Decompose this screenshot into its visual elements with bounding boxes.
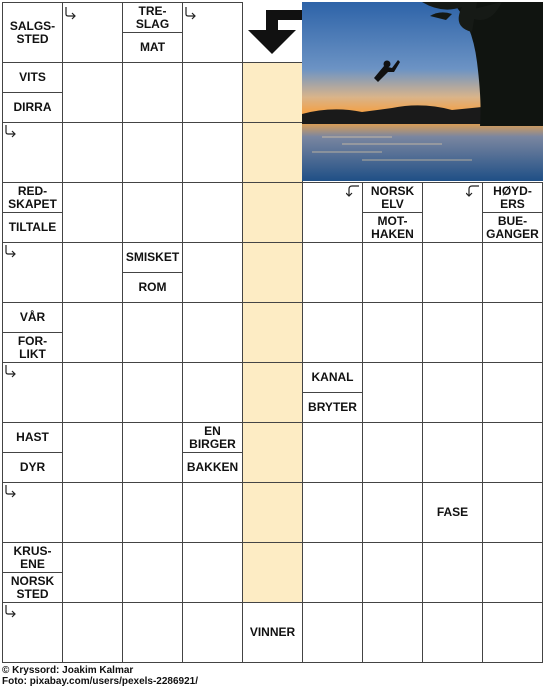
answer-cell[interactable] [122, 542, 183, 603]
solution-cell[interactable] [242, 542, 303, 603]
answer-cell[interactable] [302, 482, 363, 543]
answer-cell[interactable] [422, 422, 483, 483]
clue-cell: KRUS- ENE [2, 542, 63, 573]
answer-cell[interactable] [302, 422, 363, 483]
answer-cell[interactable] [422, 602, 483, 663]
answer-cell[interactable] [62, 482, 123, 543]
answer-cell[interactable] [362, 602, 423, 663]
answer-cell[interactable] [182, 302, 243, 363]
clue-cell: BRYTER [302, 392, 363, 423]
lake-photo [302, 2, 543, 181]
answer-cell[interactable] [62, 242, 123, 303]
answer-cell[interactable] [362, 362, 423, 423]
clue-cell: DYR [2, 452, 63, 483]
answer-cell[interactable] [302, 542, 363, 603]
solution-cell[interactable] [242, 302, 303, 363]
answer-cell[interactable] [62, 62, 123, 123]
answer-cell[interactable] [122, 302, 183, 363]
answer-cell[interactable] [362, 302, 423, 363]
clue-cell: FASE [422, 482, 483, 543]
solution-cell[interactable] [242, 362, 303, 423]
answer-cell[interactable] [482, 422, 543, 483]
answer-cell[interactable] [182, 62, 243, 123]
answer-cell[interactable] [62, 182, 123, 243]
answer-cell[interactable] [122, 482, 183, 543]
clue-cell: DIRRA [2, 92, 63, 123]
answer-cell[interactable] [182, 362, 243, 423]
arrow-down-right-icon [64, 6, 78, 20]
answer-cell[interactable] [182, 122, 243, 183]
arrow-down-right-icon [4, 124, 18, 138]
answer-cell[interactable] [182, 542, 243, 603]
arrow-down-right-icon [4, 484, 18, 498]
answer-cell[interactable] [362, 542, 423, 603]
solution-cell[interactable] [242, 182, 303, 243]
clue-cell: MAT [122, 32, 183, 63]
answer-cell[interactable] [62, 422, 123, 483]
lake-sunset-image [302, 2, 543, 181]
arrow-down-right-icon [184, 6, 198, 20]
clue-cell: NORSK STED [2, 572, 63, 603]
arrow-down-right-icon [4, 604, 18, 618]
answer-cell[interactable] [122, 422, 183, 483]
answer-cell[interactable] [302, 302, 363, 363]
clue-cell: SALGS- STED [2, 2, 63, 63]
clue-cell: SMISKET [122, 242, 183, 273]
answer-cell[interactable] [122, 362, 183, 423]
clue-cell: MOT- HAKEN [362, 212, 423, 243]
arrow-down-icon [248, 8, 302, 56]
answer-cell[interactable] [122, 122, 183, 183]
clue-cell: RED- SKAPET [2, 182, 63, 213]
photo-credit: Foto: pixabay.com/users/pexels-2286921/ [2, 676, 199, 687]
answer-cell[interactable] [482, 242, 543, 303]
answer-cell[interactable] [422, 542, 483, 603]
answer-cell[interactable] [482, 602, 543, 663]
crossword-credit: © Kryssord: Joakim Kalmar [2, 665, 134, 676]
clue-cell: NORSK ELV [362, 182, 423, 213]
arrow-left-down-icon [346, 184, 360, 198]
clue-cell: VINNER [242, 602, 303, 663]
arrow-down-right-icon [4, 364, 18, 378]
clue-cell: FOR- LIKT [2, 332, 63, 363]
answer-cell[interactable] [302, 602, 363, 663]
clue-cell: BUE- GANGER [482, 212, 543, 243]
answer-cell[interactable] [62, 302, 123, 363]
answer-cell[interactable] [482, 362, 543, 423]
answer-cell[interactable] [482, 482, 543, 543]
clue-cell: EN BIRGER [182, 422, 243, 453]
arrow-left-down-icon [466, 184, 480, 198]
solution-cell[interactable] [242, 482, 303, 543]
arrow-down-right-icon [4, 244, 18, 258]
solution-cell[interactable] [242, 242, 303, 303]
answer-cell[interactable] [182, 482, 243, 543]
answer-cell[interactable] [482, 542, 543, 603]
answer-cell[interactable] [122, 602, 183, 663]
answer-cell[interactable] [362, 242, 423, 303]
answer-cell[interactable] [122, 182, 183, 243]
answer-cell[interactable] [182, 182, 243, 243]
clue-cell: HØYD- ERS [482, 182, 543, 213]
footer-credits [2, 665, 198, 687]
answer-cell[interactable] [62, 362, 123, 423]
answer-cell[interactable] [182, 602, 243, 663]
answer-cell[interactable] [422, 242, 483, 303]
solution-cell[interactable] [242, 62, 303, 123]
answer-cell[interactable] [482, 302, 543, 363]
answer-cell[interactable] [422, 302, 483, 363]
clue-cell: HAST [2, 422, 63, 453]
solution-cell[interactable] [242, 422, 303, 483]
clue-cell: TILTALE [2, 212, 63, 243]
answer-cell[interactable] [362, 482, 423, 543]
answer-cell[interactable] [422, 362, 483, 423]
clue-cell: KANAL [302, 362, 363, 393]
clue-cell: VITS [2, 62, 63, 93]
answer-cell[interactable] [62, 122, 123, 183]
clue-cell: ROM [122, 272, 183, 303]
answer-cell[interactable] [182, 242, 243, 303]
clue-cell: VÅR [2, 302, 63, 333]
clue-cell: TRE- SLAG [122, 2, 183, 33]
clue-cell: BAKKEN [182, 452, 243, 483]
solution-cell[interactable] [242, 122, 303, 183]
answer-cell[interactable] [122, 62, 183, 123]
answer-cell[interactable] [302, 242, 363, 303]
answer-cell[interactable] [62, 602, 123, 663]
answer-cell[interactable] [62, 542, 123, 603]
answer-cell[interactable] [362, 422, 423, 483]
